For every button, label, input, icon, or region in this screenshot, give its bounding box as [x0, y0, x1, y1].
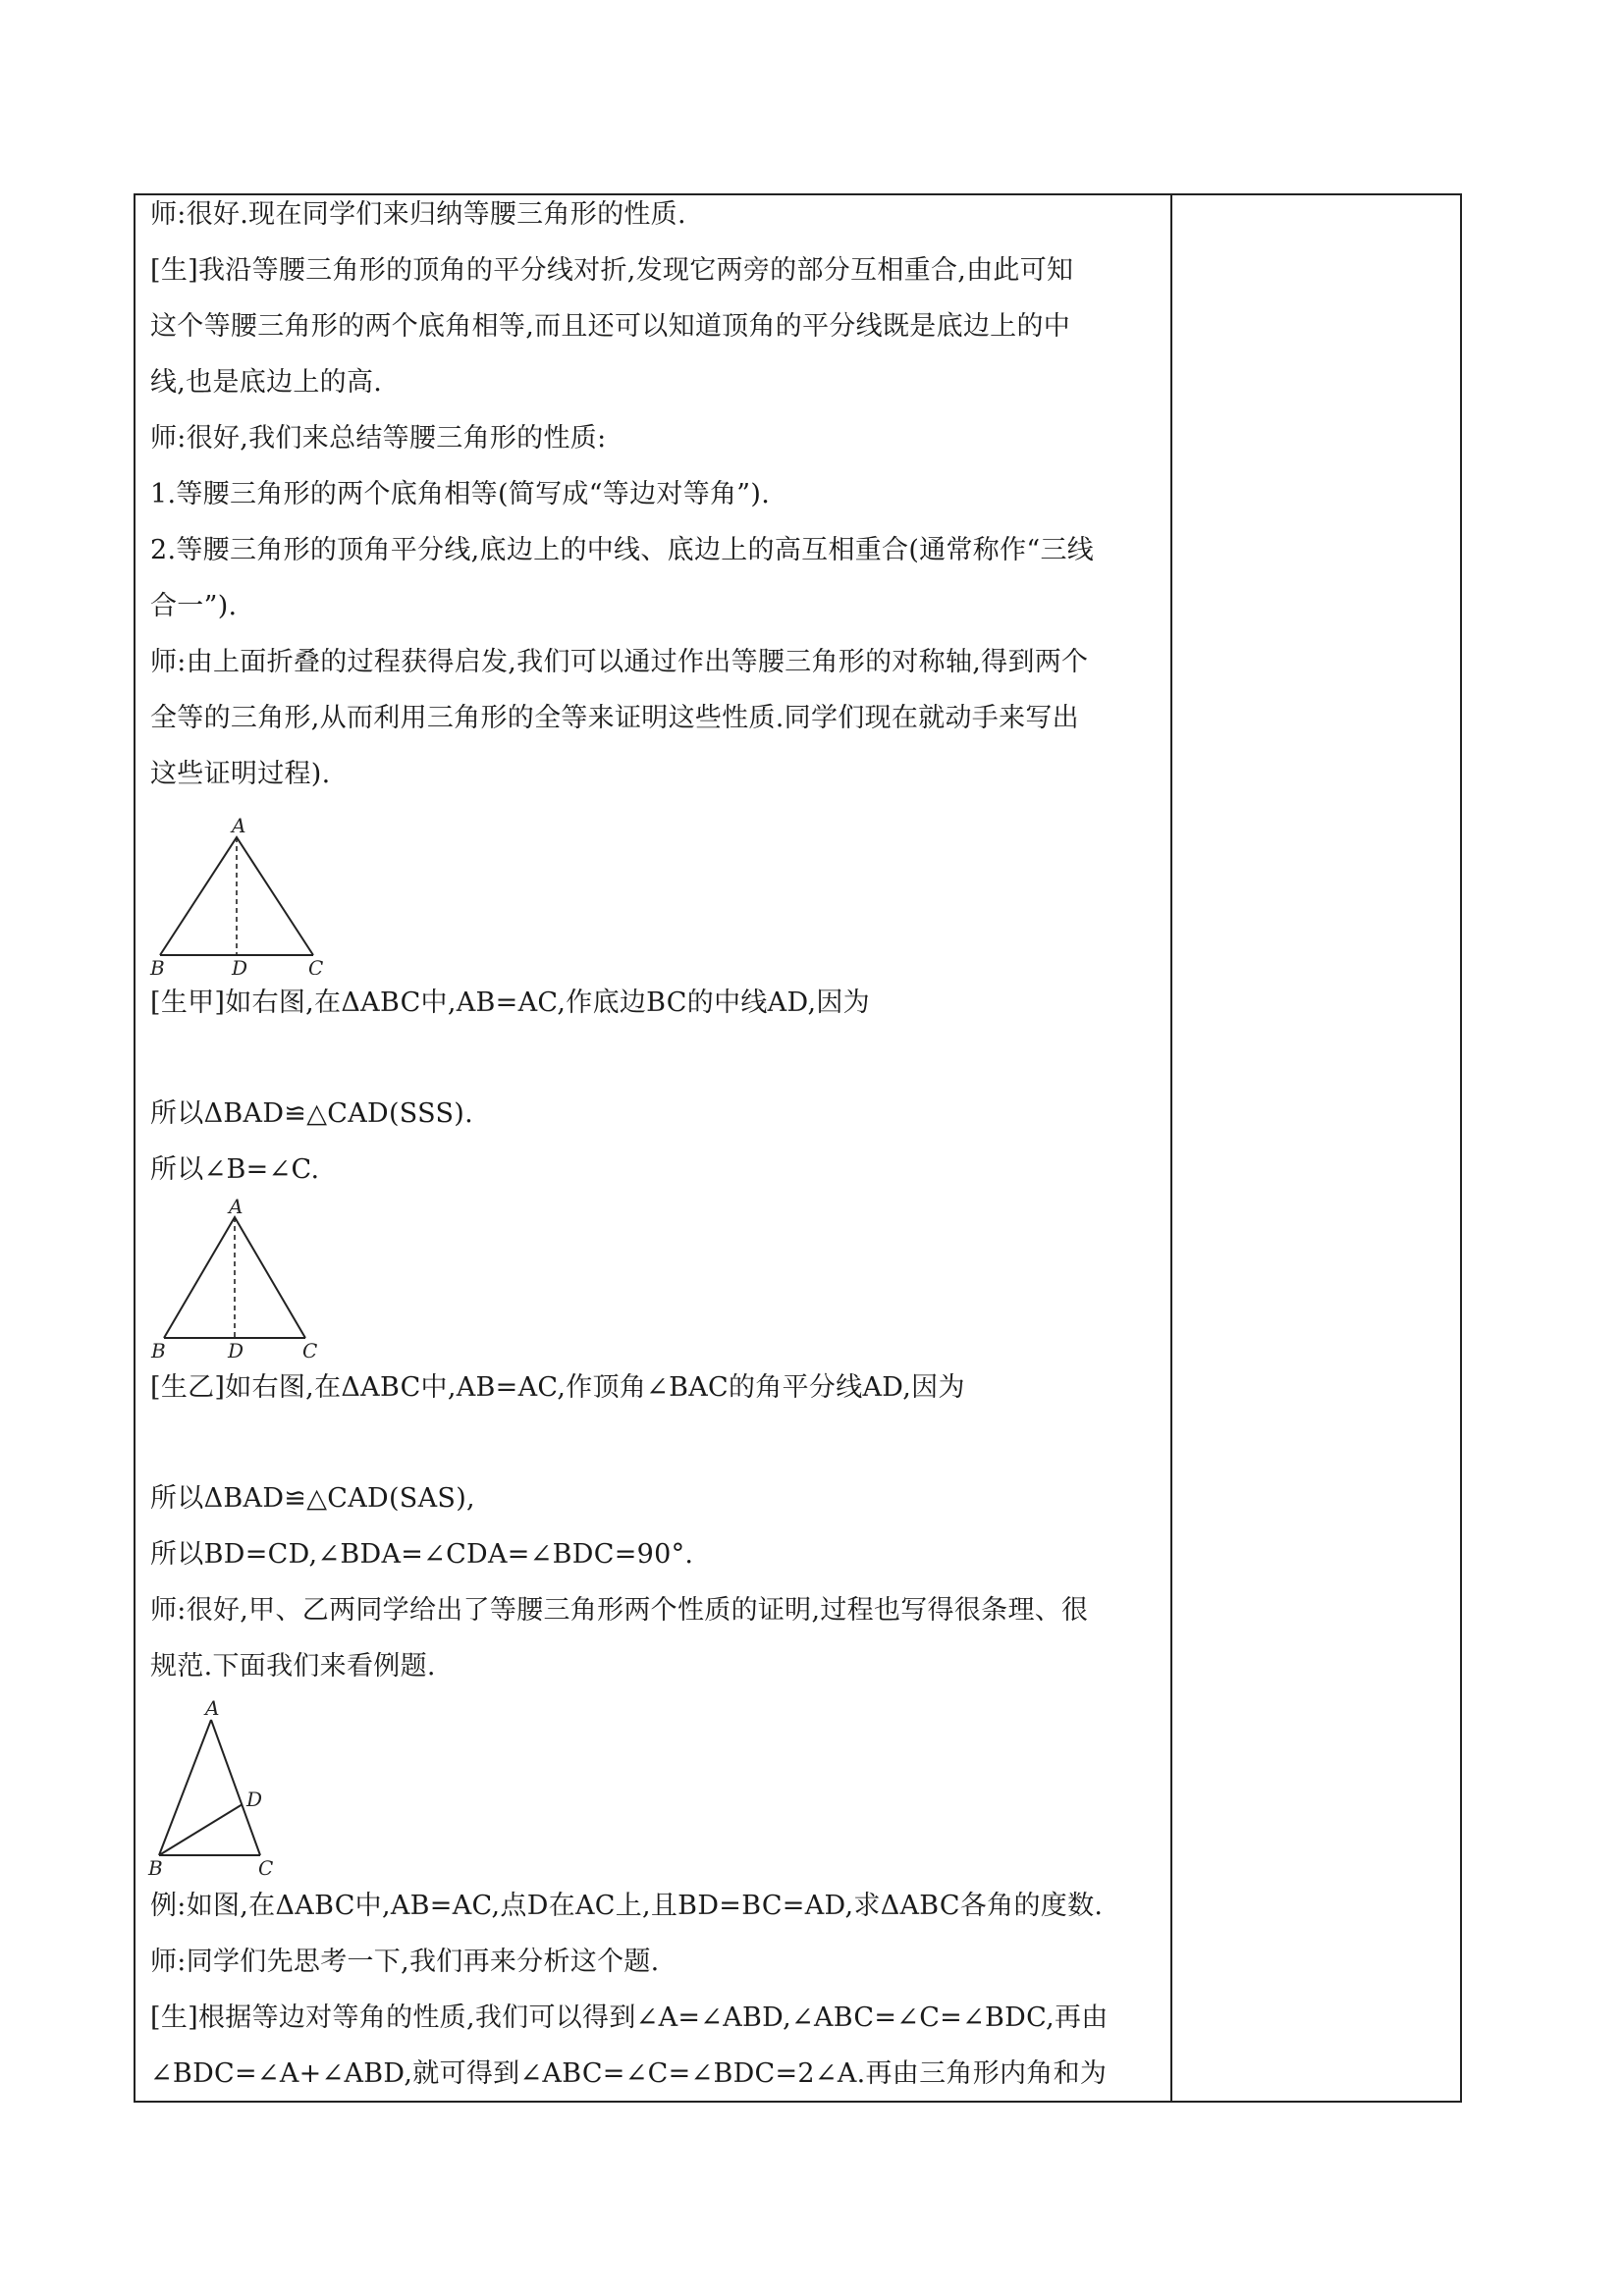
- vertex-label-b: B: [151, 1339, 166, 1360]
- text-line: 1.等腰三角形的两个底角相等(简写成“等边对等角”).: [150, 479, 771, 509]
- vertex-label-b: B: [148, 1856, 163, 1880]
- text-line: 师:由上面折叠的过程获得启发,我们可以通过作出等腰三角形的对称轴,得到两个: [150, 647, 1089, 677]
- column-divider: [1170, 193, 1172, 2103]
- text-line: 所以BD=CD,∠BDA=∠CDA=∠BDC=90°.: [150, 1539, 694, 1570]
- text-line: 师:很好.现在同学们来归纳等腰三角形的性质.: [150, 199, 686, 230]
- text-line: 所以∠B=∠C.: [150, 1154, 320, 1185]
- vertex-label-a: A: [229, 1198, 244, 1218]
- text-line: [生乙]如右图,在ΔABC中,AB=AC,作顶角∠BAC的角平分线AD,因为: [150, 1372, 965, 1403]
- text-line: 合一”).: [150, 591, 238, 621]
- vertex-label-d: D: [228, 1339, 244, 1360]
- vertex-label-d: D: [246, 1788, 263, 1811]
- text-line: 全等的三角形,从而利用三角形的全等来证明这些性质.同学们现在就动手来写出: [150, 703, 1079, 733]
- text-line: 这个等腰三角形的两个底角相等,而且还可以知道顶角的平分线既是底边上的中: [150, 311, 1071, 342]
- vertex-label-c: C: [302, 1339, 318, 1360]
- vertex-label-c: C: [258, 1856, 274, 1880]
- text-line: [生甲]如右图,在ΔABC中,AB=AC,作底边BC的中线AD,因为: [150, 988, 870, 1018]
- vertex-label-c: C: [308, 956, 324, 975]
- text-line: 师:很好,我们来总结等腰三角形的性质:: [150, 423, 607, 454]
- text-line: 师:同学们先思考一下,我们再来分析这个题.: [150, 1947, 660, 1977]
- example-triangle-figure: [142, 1698, 290, 1880]
- isosceles-triangle-figure-1: [147, 813, 324, 975]
- vertex-label-d: D: [232, 956, 248, 975]
- vertex-label-a: A: [232, 814, 246, 837]
- text-line: 例:如图,在ΔABC中,AB=AC,点D在AC上,且BD=BC=AD,求ΔABC各角的度数.: [150, 1891, 1104, 1921]
- text-line: 规范.下面我们来看例题.: [150, 1651, 436, 1682]
- text-line: [生]我沿等腰三角形的顶角的平分线对折,发现它两旁的部分互相重合,由此可知: [150, 255, 1074, 286]
- text-line: [生]根据等边对等角的性质,我们可以得到∠A=∠ABD,∠ABC=∠C=∠BDC,再由: [150, 2002, 1109, 2033]
- isosceles-triangle-figure-2: [147, 1198, 324, 1360]
- text-line: 2.等腰三角形的顶角平分线,底边上的中线、底边上的高互相重合(通常称作“三线: [150, 535, 1095, 565]
- text-line: 线,也是底边上的高.: [150, 367, 383, 398]
- text-line: ∠BDC=∠A+∠ABD,就可得到∠ABC=∠C=∠BDC=2∠A.再由三角形内角和为: [150, 2058, 1108, 2089]
- text-line: 师:很好,甲、乙两同学给出了等腰三角形两个性质的证明,过程也写得很条理、很: [150, 1595, 1089, 1626]
- vertex-label-b: B: [150, 956, 165, 975]
- text-line: 这些证明过程).: [150, 759, 331, 789]
- text-line: 所以ΔBAD≌△CAD(SSS).: [150, 1098, 473, 1129]
- text-line: 所以ΔBAD≌△CAD(SAS),: [150, 1483, 475, 1514]
- vertex-label-a: A: [205, 1698, 220, 1720]
